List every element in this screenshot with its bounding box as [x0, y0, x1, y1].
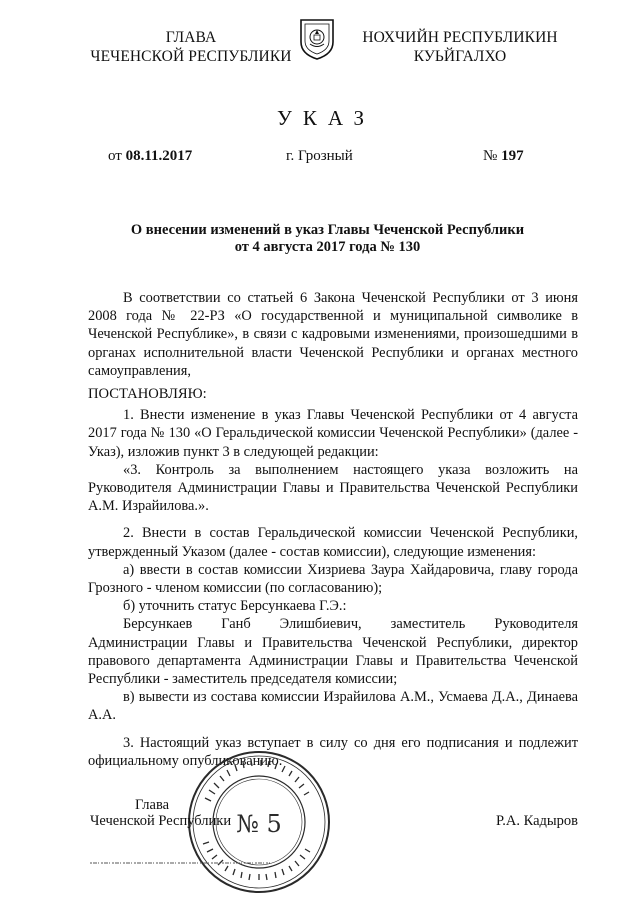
- item-2-a: а) ввести в состав комиссии Хизриева Заура Хайдаровича, главу города Грозного - членом комиссии (по согласованию);: [88, 561, 578, 597]
- signature-title-line2: Чеченской Республики: [90, 813, 232, 829]
- document-date: [108, 148, 192, 165]
- item-2-b-text: Берсункаев Ганб Элишбиевич, заместитель Руководителя Администрации Главы и Правительства Чеченской Республики, директор правового департамента Администрации Главы и Правительства Чеченской Республики - заместитель председателя комиссии;: [88, 616, 578, 688]
- subject-line1: О внесении изменений в указ Главы Чеченской Республики: [130, 222, 525, 238]
- preamble: В соответствии со статьей 6 Закона Чеченской Республики от 3 июня 2008 года № 22-РЗ «О государственной и муниципальной символике в Чеченской Республике», в связи с кадровыми изменениями, произошедшими в органах исполнительной власти Чеченской Республики и органах местного самоуправления,: [88, 290, 578, 379]
- item-2-b: б) уточнить статус Берсункаева Г.Э.:: [123, 598, 347, 615]
- scan-artifact-icon: [90, 860, 270, 866]
- header-left: [80, 28, 302, 66]
- seal-number: № 5: [236, 810, 282, 838]
- document-subject: [90, 222, 565, 256]
- item-1: 1. Внести изменение в указ Главы Чеченской Республики от 4 августа 2017 года № 130 «О Геральдической комиссии Чеченской Республики» (далее - Указ), изложив пункт 3 в следующей редакции:: [88, 407, 578, 460]
- item-2: 2. Внести в состав Геральдической комиссии Чеченской Республики, утвержденный Указом (далее - состав комиссии), следующие изменения:: [88, 525, 578, 560]
- header-right-line1: НОХЧИЙН РЕСПУБЛИКИН: [362, 29, 558, 46]
- item-3: 3. Настоящий указ вступает в силу со дня его подписания и подлежит официальному опубликованию.: [88, 734, 578, 769]
- document-city: г. Грозный: [286, 148, 353, 164]
- date-value: 08.11.2017: [125, 148, 193, 164]
- coat-of-arms-icon: [298, 18, 336, 60]
- header-left-line1: ГЛАВА: [165, 29, 217, 46]
- signatory-name: Р.А. Кадыров: [496, 813, 578, 829]
- item-2-v: в) вывести из состава комиссии Израйилова А.М., Усмаева Д.А., Динаева А.А.: [88, 689, 578, 724]
- document-number: [483, 148, 524, 165]
- decree-word: ПОСТАНОВЛЯЮ:: [88, 386, 207, 403]
- date-prefix: от: [108, 148, 122, 164]
- header-left-line2: ЧЕЧЕНСКОЙ РЕСПУБЛИКИ: [90, 48, 292, 65]
- subject-line2: от 4 августа 2017 года № 130: [234, 239, 421, 255]
- header-right-line2: КУЬЙГАЛХО: [413, 48, 507, 65]
- header-right: [345, 28, 575, 66]
- number-value: 197: [501, 148, 524, 164]
- document-body: [88, 289, 578, 770]
- item-1-quote: «3. Контроль за выполнением настоящего указа возложить на Руководителя Администрации Главы и Правительства Чеченской Республики А.М. Израйилова.».: [88, 461, 578, 515]
- document-type: УКАЗ: [276, 106, 376, 130]
- number-label: №: [483, 148, 498, 164]
- signature-title-line1: Глава: [135, 797, 170, 813]
